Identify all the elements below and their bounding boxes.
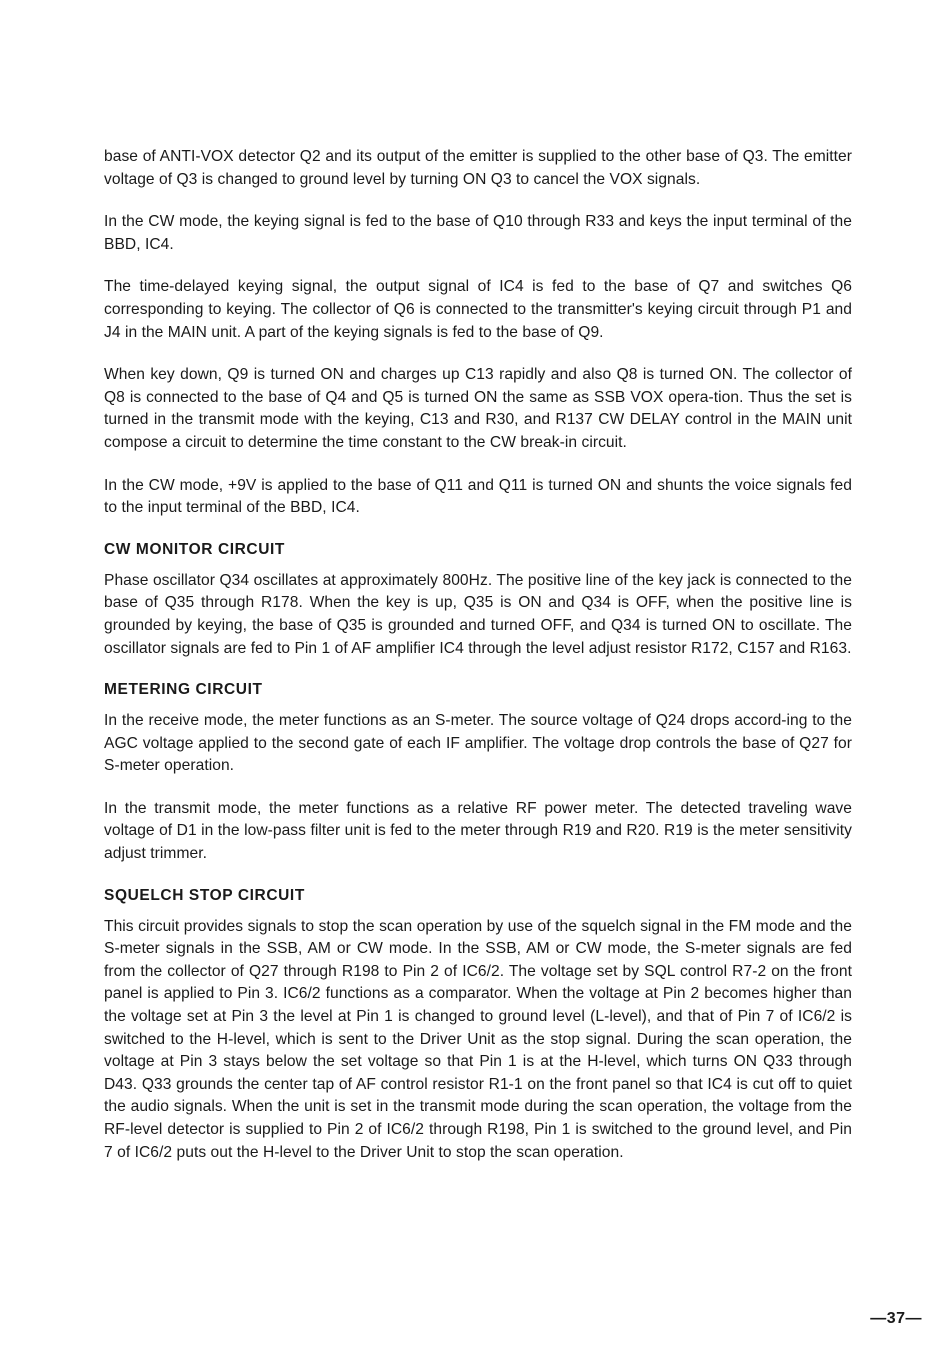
page-number: —37— — [870, 1310, 922, 1327]
metering-receive-text: In the receive mode, the meter functions as an S-meter. The source voltage of Q24 drops accord-ing to the AGC voltage applied to the second gate of each IF amplifier. The voltage drop controls the base of Q27 for S-meter operation. — [104, 712, 852, 775]
metering-transmit-text: In the transmit mode, the meter functions as a relative RF power meter. The detected traveling wave voltage of D1 in the low-pass filter unit is fed to the meter through R19 and R20. R19 is the meter sensitivity adjust trimmer. — [104, 799, 852, 863]
paragraph-time-delayed-keying: The time-delayed keying signal, the output signal of IC4 is fed to the base of Q7 and switches Q6 corresponding to keying. The collector of Q6 is connected to the transmitter's keying circuit through P1 and J4 in the MAIN unit. A part of the keying signals is fed to the base of Q9. — [104, 278, 852, 341]
squelch-stop-text: This circuit provides signals to stop the scan operation by use of the squelch signal in the FM mode and the S-meter signals in the SSB, AM or CW mode. In the SSB, AM or CW mode, the S-meter signals are fed from the collector of Q27 through R198 to Pin 2 of IC6/2. The voltage set by SQL control R7-2 on the front panel is applied to Pin 3. IC6/2 functions as a comparator. When the voltage at Pin 2 becomes higher than the voltage set at Pin 3 the level at Pin 1 is changed to ground level (L-level), and that of Pin 7 of IC6/2 is switched to the H-level, which is sent to the Driver Unit as the stop signal. During the scan operation, the voltage at Pin 3 stays below the set voltage so that Pin 1 is at the H-level, which turns ON Q33 through D43. Q33 grounds the center tap of AF control resistor R1-1 on the front panel so that IC4 is cut off to quiet the audio signals. When the unit is set in the transmit mode during the scan operation, the voltage from the RF-level detector is supplied to Pin 2 of IC6/2 through R198, Pin 1 is switched to the ground level, and Pin 7 of IC6/2 puts out the H-level to the Driver Unit to stop the scan operation. — [104, 917, 852, 1161]
paragraph-anti-vox: base of ANTI-VOX detector Q2 and its output of the emitter is supplied to the other base of Q3. The emitter voltage of Q3 is changed to ground level by turning ON Q3 to cancel the VOX signals. — [104, 148, 852, 188]
paragraph-key-down: When key down, Q9 is turned ON and charges up C13 rapidly and also Q8 is turned ON. The collector of Q8 is connected to the base of Q4 and Q5 is turned ON the same as SSB VOX opera-tion. Thus the set is turned in the transmit mode with the keying, C13 and R30, and R137 CW DELAY control in the MAIN unit compose a circuit to determine the time constant to the CW break-in circuit. — [104, 366, 852, 451]
paragraph-cw-keying: In the CW mode, the keying signal is fed to the base of Q10 through R33 and keys the input terminal of the BBD, IC4. — [104, 213, 852, 253]
squelch-stop-heading: SQUELCH STOP CIRCUIT — [104, 886, 305, 904]
cw-monitor-heading: CW MONITOR CIRCUIT — [104, 540, 285, 558]
cw-monitor-text: Phase oscillator Q34 oscillates at approximately 800Hz. The positive line of the key jack is connected to the base of Q35 through R178. When the key is up, Q35 is ON and Q34 is OFF, when the positive line is grounded by keying, the base of Q35 is grounded and turned OFF, and Q34 is turned ON to oscillate. The oscillator signals are fed to Pin 1 of AF amplifier IC4 through the level adjust resistor R172, C157 and R163. — [104, 571, 852, 657]
paragraph-cw-voice-shunt: In the CW mode, +9V is applied to the base of Q11 and Q11 is turned ON and shunts the voice signals fed to the input terminal of the BBD, IC4. — [104, 476, 852, 517]
metering-heading: METERING CIRCUIT — [104, 681, 263, 699]
document-body — [104, 146, 852, 1184]
